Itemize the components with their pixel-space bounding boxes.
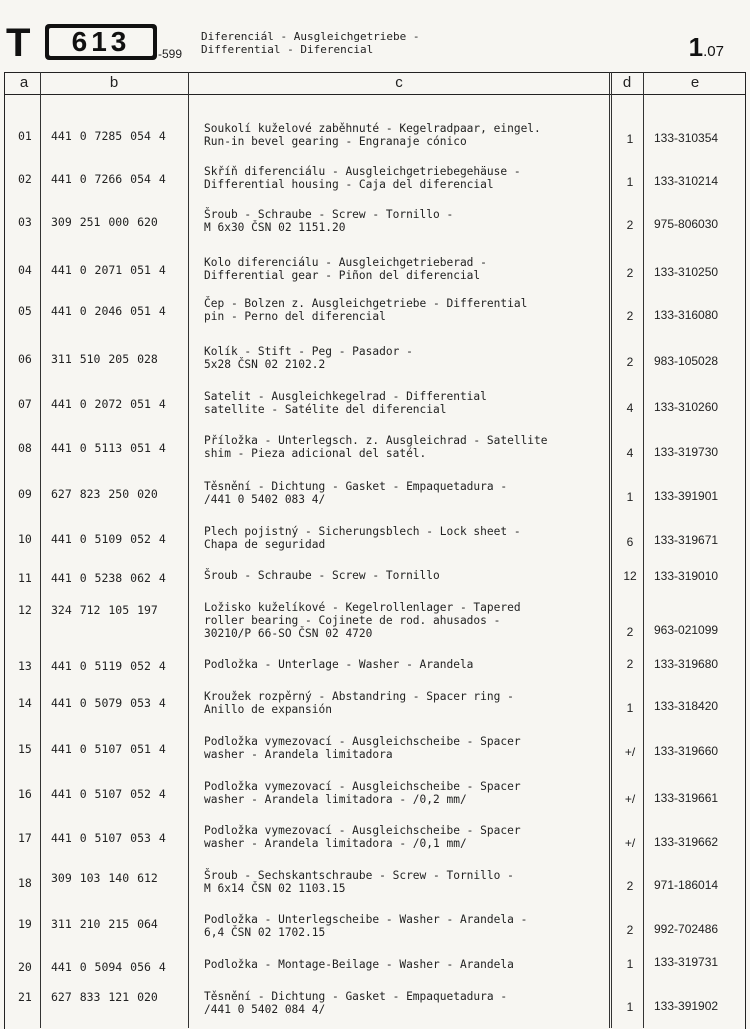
row-index: 01	[18, 129, 32, 143]
description-line: washer - Arandela limitadora	[204, 748, 393, 761]
order-code: 133-319731	[654, 955, 719, 969]
description-line: Podložka vymezovací - Ausgleichscheibe - Spacer	[204, 824, 521, 837]
quantity: 12	[623, 569, 637, 583]
description-line: M 6x30 ČSN 02 1151.20	[204, 221, 346, 234]
column-divider-c-d	[609, 72, 612, 1028]
order-code: 133-391901	[654, 489, 719, 503]
description-line: Differential housing - Caja del diferencial	[204, 178, 494, 191]
description-line: Šroub - Sechskantschraube - Screw - Tornillo -	[204, 869, 514, 882]
section-title-line2: Differential - Diferencial	[201, 43, 374, 56]
part-number: 441 0 5109 052 4	[51, 532, 166, 546]
row-index: 08	[18, 441, 32, 455]
row-index: 13	[18, 659, 32, 673]
part-description	[204, 824, 521, 850]
part-number: 309 251 000 620	[51, 215, 158, 229]
part-number: 311 510 205 028	[51, 352, 158, 366]
quantity: 1	[626, 1000, 634, 1014]
part-description	[204, 735, 521, 761]
row-index: 09	[18, 487, 32, 501]
description-line: Anillo de expansión	[204, 703, 332, 716]
description-line: Skříň diferenciálu - Ausgleichgetriebegehäuse -	[204, 165, 521, 178]
part-number: 324 712 105 197	[51, 603, 158, 617]
row-index: 04	[18, 263, 32, 277]
row-index: 15	[18, 742, 32, 756]
part-description	[204, 122, 541, 148]
logo-letter: T	[6, 21, 31, 65]
part-number: 441 0 7285 054 4	[51, 129, 166, 143]
row-index: 03	[18, 215, 32, 229]
part-description	[204, 958, 514, 971]
row-index: 21	[18, 990, 32, 1004]
row-index: 02	[18, 172, 32, 186]
part-number: 627 823 250 020	[51, 487, 158, 501]
quantity: 1	[626, 490, 634, 504]
part-description	[204, 165, 521, 191]
quantity: +/	[624, 745, 636, 759]
part-number: 441 0 7266 054 4	[51, 172, 166, 186]
description-line: Satelit - Ausgleichkegelrad - Differential	[204, 390, 487, 403]
part-number: 627 833 121 020	[51, 990, 158, 1004]
description-line: Ložisko kuželíkové - Kegelrollenlager - Tapered	[204, 601, 521, 614]
quantity: 1	[626, 957, 634, 971]
quantity: 2	[626, 879, 634, 893]
row-index: 14	[18, 696, 32, 710]
order-code: 133-310260	[654, 400, 719, 414]
quantity: 2	[626, 309, 634, 323]
part-description	[204, 208, 453, 234]
part-number: 441 0 2071 051 4	[51, 263, 166, 277]
row-index: 18	[18, 876, 32, 890]
part-number: 309 103 140 612	[51, 871, 158, 885]
part-description	[204, 525, 521, 551]
quantity: 1	[626, 175, 634, 189]
part-number: 441 0 5107 053 4	[51, 831, 166, 845]
order-code: 133-319661	[654, 791, 719, 805]
description-line: 5x28 ČSN 02 2102.2	[204, 358, 326, 371]
part-description	[204, 390, 487, 416]
row-index: 19	[18, 917, 32, 931]
part-description	[204, 780, 521, 806]
part-description	[204, 256, 487, 282]
order-code: 133-319671	[654, 533, 719, 547]
quantity: 2	[626, 266, 634, 280]
part-description	[204, 913, 527, 939]
column-divider-b-c	[188, 72, 189, 1028]
description-line: Kolík - Stift - Peg - Pasador -	[204, 345, 413, 358]
quantity: 2	[626, 923, 634, 937]
order-code: 133-310354	[654, 131, 719, 145]
page-number-minor: .07	[703, 43, 724, 60]
column-header-d: d	[622, 74, 632, 91]
quantity: +/	[624, 836, 636, 850]
description-line: washer - Arandela limitadora - /0,1 mm/	[204, 837, 467, 850]
row-index: 07	[18, 397, 32, 411]
description-line: shim - Pieza adicional del satél.	[204, 447, 427, 460]
description-line: 6,4 ČSN 02 1702.15	[204, 926, 326, 939]
description-line: Chapa de seguridad	[204, 538, 326, 551]
description-line: Čep - Bolzen z. Ausgleichgetriebe - Differential	[204, 297, 528, 310]
logo-number: 613	[71, 26, 131, 57]
part-description	[204, 690, 514, 716]
quantity: +/	[624, 792, 636, 806]
order-code: 133-391902	[654, 999, 719, 1013]
quantity: 4	[626, 446, 634, 460]
row-index: 11	[18, 571, 32, 585]
part-description	[204, 990, 507, 1016]
description-line: Šroub - Schraube - Screw - Tornillo	[204, 569, 440, 582]
part-number: 311 210 215 064	[51, 917, 158, 931]
description-line: pin - Perno del diferencial	[204, 310, 386, 323]
quantity: 2	[626, 355, 634, 369]
row-index: 20	[18, 960, 32, 974]
part-number: 441 0 5113 051 4	[51, 441, 166, 455]
description-line: 30210/P 66-SO ČSN 02 4720	[204, 627, 373, 640]
description-line: M 6x14 ČSN 02 1103.15	[204, 882, 346, 895]
order-code: 133-310214	[654, 174, 719, 188]
row-index: 05	[18, 304, 32, 318]
part-description	[204, 434, 548, 460]
column-divider-a-b	[40, 72, 41, 1028]
section-title-line1: Diferenciál - Ausgleichgetriebe -	[201, 30, 420, 43]
description-line: /441 0 5402 084 4/	[204, 1003, 326, 1016]
description-line: Differential gear - Piñon del diferencial	[204, 269, 481, 282]
description-line: Těsnění - Dichtung - Gasket - Empaquetadura -	[204, 990, 508, 1003]
order-code: 133-319010	[654, 569, 719, 583]
description-line: Kolo diferenciálu - Ausgleichgetrieberad -	[204, 256, 487, 269]
part-number: 441 0 5079 053 4	[51, 696, 166, 710]
part-description	[204, 480, 507, 506]
row-index: 10	[18, 532, 32, 546]
part-number: 441 0 5107 052 4	[51, 787, 166, 801]
quantity: 1	[626, 132, 634, 146]
logo-badge	[45, 24, 157, 60]
page-number	[689, 32, 724, 63]
part-number: 441 0 5107 051 4	[51, 742, 166, 756]
description-line: Příložka - Unterlegsch. z. Ausgleichrad - Satellite	[204, 434, 548, 447]
quantity: 2	[626, 625, 634, 639]
part-description	[204, 345, 413, 371]
page-number-major: 1	[688, 32, 704, 62]
description-line: /441 0 5402 083 4/	[204, 493, 326, 506]
description-line: Podložka - Montage-Beilage - Washer - Arandela	[204, 958, 514, 971]
logo-suffix: -599	[158, 47, 183, 61]
column-header-e: e	[690, 74, 700, 91]
order-code: 963-021099	[654, 623, 719, 637]
part-number: 441 0 5094 056 4	[51, 960, 166, 974]
quantity: 1	[626, 701, 634, 715]
order-code: 133-319730	[654, 445, 719, 459]
description-line: Plech pojistný - Sicherungsblech - Lock sheet -	[204, 525, 521, 538]
part-description	[204, 297, 527, 323]
order-code: 133-319680	[654, 657, 719, 671]
part-number: 441 0 2046 051 4	[51, 304, 166, 318]
order-code: 133-316080	[654, 308, 719, 322]
description-line: satellite - Satélite del diferencial	[204, 403, 447, 416]
order-code: 992-702486	[654, 922, 719, 936]
part-number: 441 0 5119 052 4	[51, 659, 166, 673]
description-line: Kroužek rozpěrný - Abstandring - Spacer ring -	[204, 690, 514, 703]
column-header-b: b	[109, 74, 119, 91]
order-code: 971-186014	[654, 878, 719, 892]
description-line: Podložka vymezovací - Ausgleichscheibe - Spacer	[204, 780, 521, 793]
order-code: 983-105028	[654, 354, 719, 368]
order-code: 133-319660	[654, 744, 719, 758]
description-line: Soukolí kuželové zaběhnuté - Kegelradpaar, eingel.	[204, 122, 541, 135]
part-description	[204, 601, 521, 640]
description-line: Run-in bevel gearing - Engranaje cónico	[204, 135, 467, 148]
quantity: 4	[626, 401, 634, 415]
order-code: 133-310250	[654, 265, 719, 279]
column-header-a: a	[19, 74, 29, 91]
description-line: Těsnění - Dichtung - Gasket - Empaquetadura -	[204, 480, 508, 493]
part-description	[204, 658, 473, 671]
description-line: roller bearing - Cojinete de rod. ahusados -	[204, 614, 501, 627]
description-line: Podložka - Unterlage - Washer - Arandela	[204, 658, 474, 671]
order-code: 975-806030	[654, 217, 719, 231]
part-number: 441 0 2072 051 4	[51, 397, 166, 411]
row-index: 12	[18, 603, 32, 617]
description-line: Podložka - Unterlegscheibe - Washer - Arandela -	[204, 913, 528, 926]
description-line: Podložka vymezovací - Ausgleichscheibe - Spacer	[204, 735, 521, 748]
column-divider-d-e	[643, 72, 644, 1028]
part-number: 441 0 5238 062 4	[51, 571, 166, 585]
description-line: Šroub - Schraube - Screw - Tornillo -	[204, 208, 454, 221]
page-header	[0, 0, 750, 72]
logo-badge-inner	[49, 28, 153, 56]
part-description	[204, 869, 514, 895]
row-index: 17	[18, 831, 32, 845]
quantity: 2	[626, 657, 634, 671]
part-description	[204, 569, 440, 582]
description-line: washer - Arandela limitadora - /0,2 mm/	[204, 793, 467, 806]
row-index: 06	[18, 352, 32, 366]
order-code: 133-318420	[654, 699, 719, 713]
row-index: 16	[18, 787, 32, 801]
order-code: 133-319662	[654, 835, 719, 849]
quantity: 2	[626, 218, 634, 232]
quantity: 6	[626, 535, 634, 549]
column-header-c: c	[395, 74, 403, 91]
